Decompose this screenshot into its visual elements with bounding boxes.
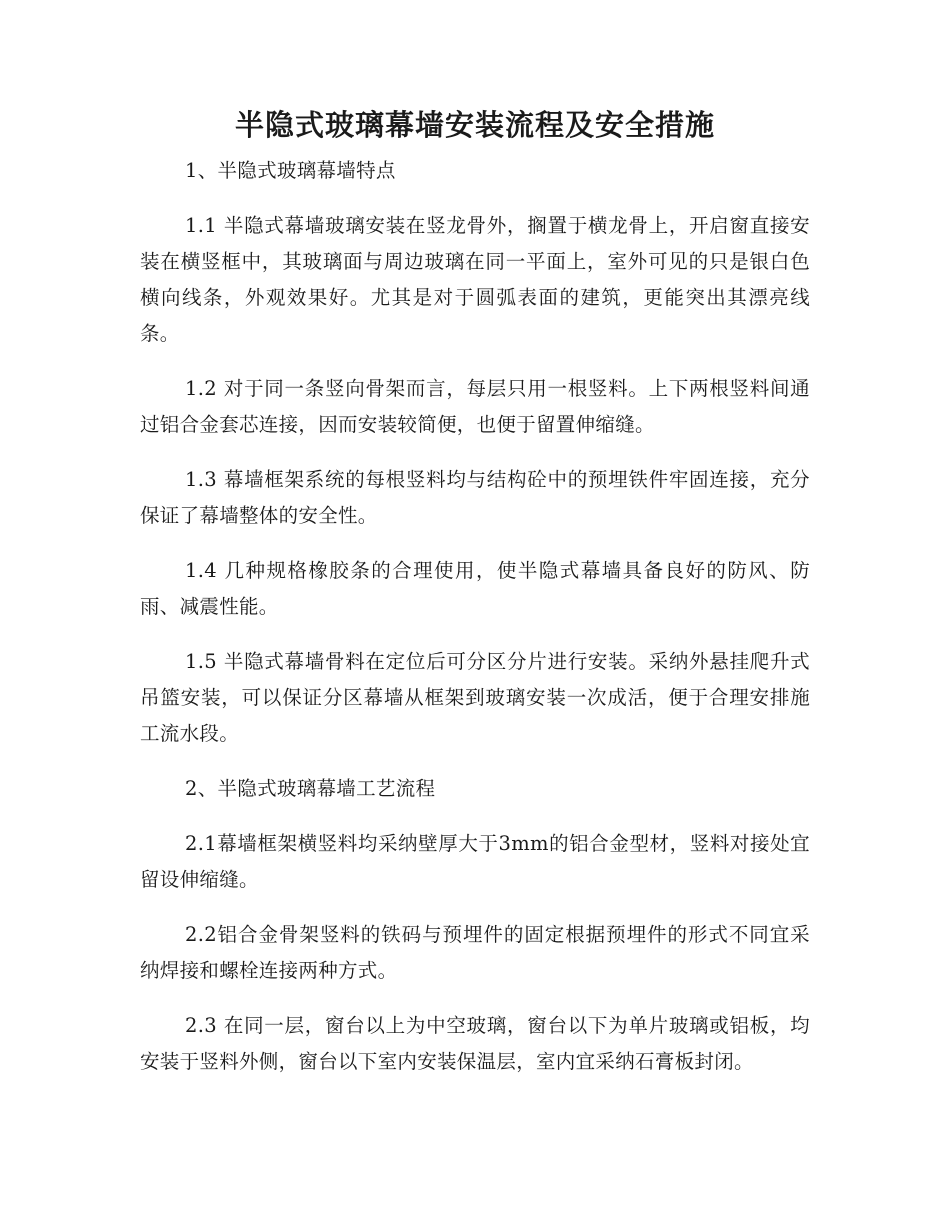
- paragraph-1-3: 1.3 幕墙框架系统的每根竖料均与结构砼中的预埋铁件牢固连接，充分保证了幕墙整体的安全性。: [140, 467, 810, 527]
- paragraph-2-3: 2.3 在同一层，窗台以上为中空玻璃，窗台以下为单片玻璃或铝板，均安装于竖料外侧，窗台以下室内安装保温层，室内宜采纳石膏板封闭。: [140, 1013, 810, 1073]
- paragraph-1-2: 1.2 对于同一条竖向骨架而言，每层只用一根竖料。上下两根竖料间通过铝合金套芯连接，因而安装较简便，也便于留置伸缩缝。: [140, 376, 810, 436]
- section-heading-1: 1、半隐式玻璃幕墙特点: [185, 158, 396, 182]
- paragraph-1-5: 1.5 半隐式幕墙骨料在定位后可分区分片进行安装。采纳外悬挂爬升式吊篮安装，可以保证分区幕墙从框架到玻璃安装一次成活，便于合理安排施工流水段。: [140, 649, 810, 745]
- section-heading-2: 2、半隐式玻璃幕墙工艺流程: [185, 776, 436, 800]
- paragraph-2-2: 2.2铝合金骨架竖料的铁码与预埋件的固定根据预埋件的形式不同宜采纳焊接和螺栓连接两种方式。: [140, 922, 810, 982]
- paragraph-1-1: 1.1 半隐式幕墙玻璃安装在竖龙骨外，搁置于横龙骨上，开启窗直接安装在横竖框中，其玻璃面与周边玻璃在同一平面上，室外可见的只是银白色横向线条，外观效果好。尤其是对于圆弧表面的建筑，更能突出其漂亮线条。: [140, 213, 810, 345]
- document-title: 半隐式玻璃幕墙安装流程及安全措施: [234, 108, 715, 142]
- paragraph-2-1: 2.1幕墙框架横竖料均采纳壁厚大于3mm的铝合金型材，竖料对接处宜留设伸缩缝。: [140, 831, 810, 891]
- paragraph-1-4: 1.4 几种规格橡胶条的合理使用，使半隐式幕墙具备良好的防风、防雨、减震性能。: [140, 558, 810, 618]
